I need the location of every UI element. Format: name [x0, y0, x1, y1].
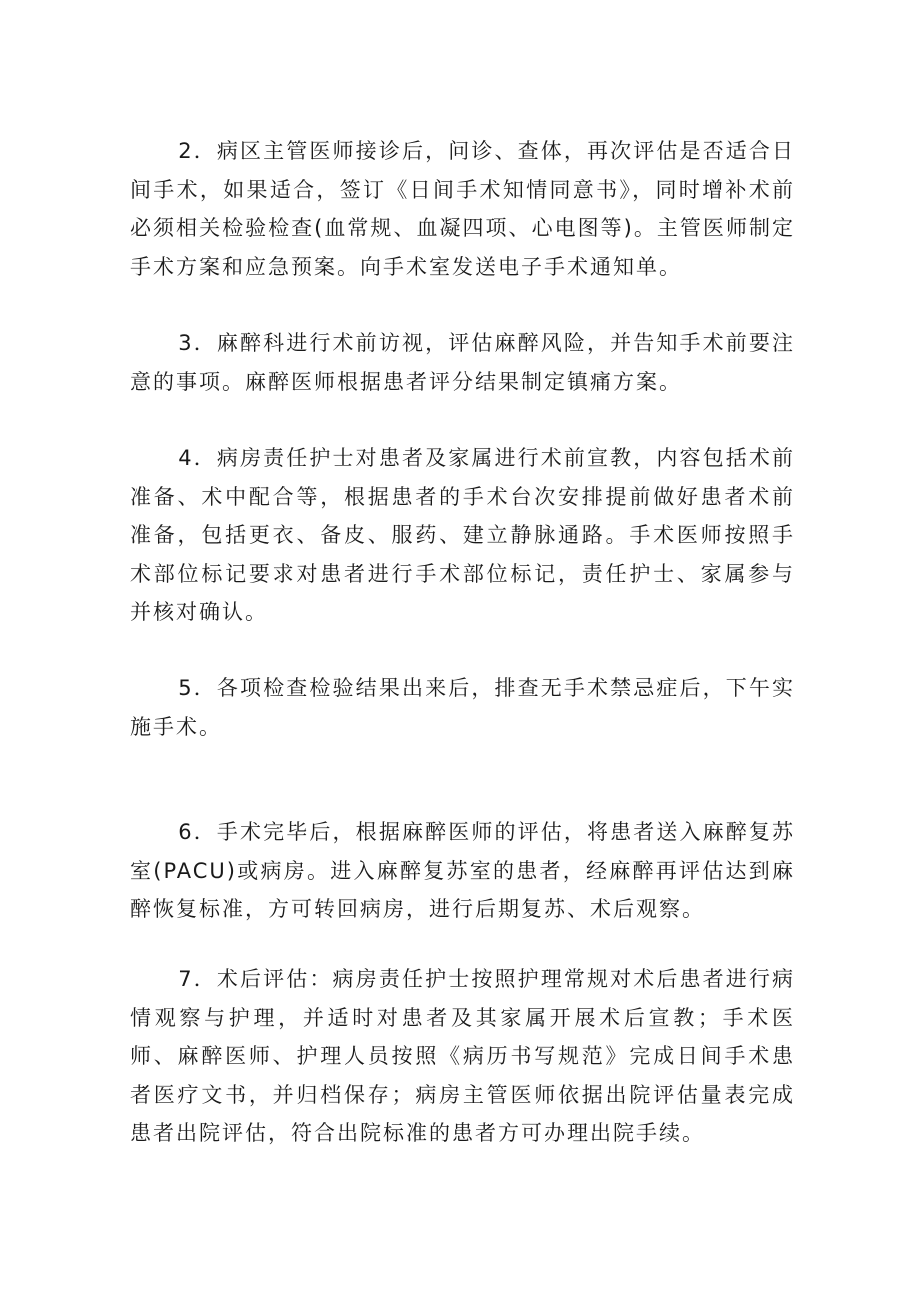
- paragraph-item-6: 6．手术完毕后，根据麻醉医师的评估，将患者送入麻醉复苏室(PACU)或病房。进入麻醉复苏室的患者，经麻醉再评估达到麻醉恢复标准，方可转回病房，进行后期复苏、术后观察。: [130, 820, 795, 921]
- paragraph-item-2: 2．病区主管医师接诊后，问诊、查体，再次评估是否适合日间手术，如果适合，签订《日间手术知情同意书》，同时增补术前必须相关检验检查(血常规、血凝四项、心电图等)。主管医师制定手术方案和应急预案。向手术室发送电子手术通知单。: [130, 139, 795, 279]
- paragraph-item-3: 3．麻醉科进行术前访视，评估麻醉风险，并告知手术前要注意的事项。麻醉医师根据患者评分结果制定镇痛方案。: [130, 331, 795, 394]
- paragraph-item-7: 7．术后评估：病房责任护士按照护理常规对术后患者进行病情观察与护理，并适时对患者及其家属开展术后宣教；手术医师、麻醉医师、护理人员按照《病历书写规范》完成日间手术患者医疗文书，并归档保存；病房主管医师依据出院评估量表完成患者出院评估，符合出院标准的患者方可办理出院手续。: [130, 967, 795, 1145]
- paragraph-item-4: 4．病房责任护士对患者及家属进行术前宣教，内容包括术前准备、术中配合等，根据患者的手术台次安排提前做好患者术前准备，包括更衣、备皮、服药、建立静脉通路。手术医师按照手术部位标记要求对患者进行手术部位标记，责任护士、家属参与并核对确认。: [130, 446, 795, 624]
- paragraph-item-5: 5．各项检查检验结果出来后，排查无手术禁忌症后，下午实施手术。: [130, 676, 795, 739]
